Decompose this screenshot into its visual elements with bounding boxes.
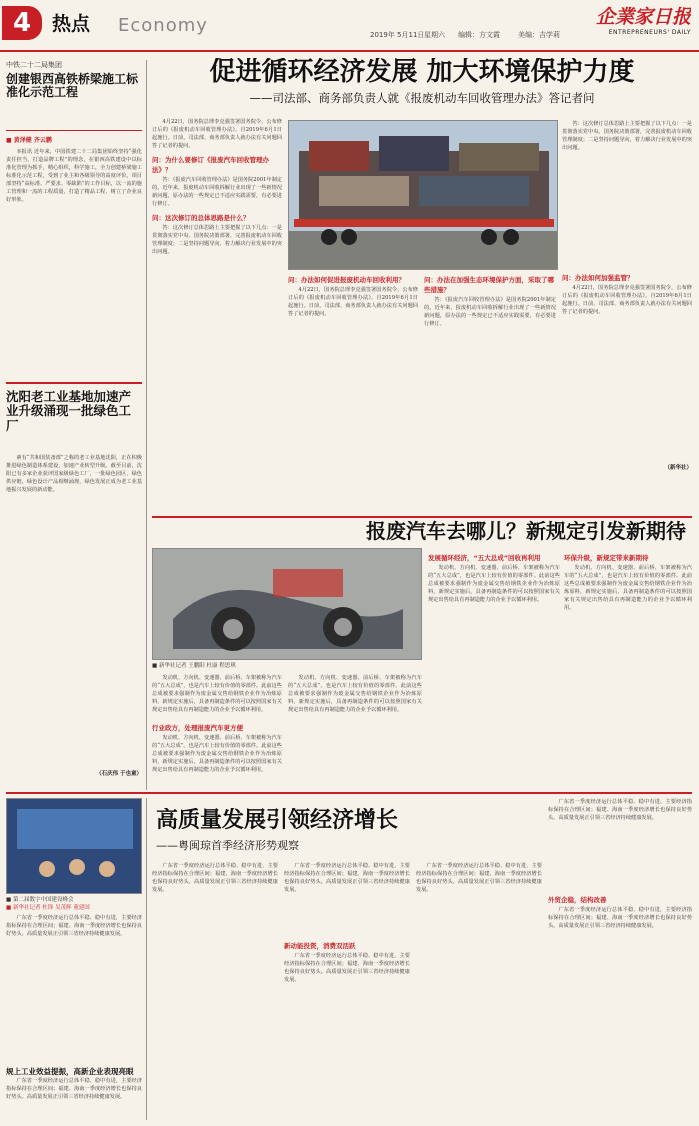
article-body: 广东省一季度经济运行总体平稳、稳中有进，主要经济指标保持在合理区间；福建、海南一季度经济增长也保持良好势头。高质量发展正引领三省经济持续健康发展。 <box>6 915 142 938</box>
article-body: 广东省一季度经济运行总体平稳、稳中有进，主要经济指标保持在合理区间；福建、海南一季度经济增长也保持良好势头。高质量发展正引领三省经济持续健康发展。 <box>548 906 692 929</box>
article-main-top <box>152 58 692 528</box>
page-number: 4 <box>2 6 42 40</box>
article-body: 广东省一季度经济运行总体平稳、稳中有进，主要经济指标保持在合理区间；福建、海南一季度经济增长也保持良好势头。高质量发展正引领三省经济持续健康发展。 <box>284 952 410 983</box>
answer: 答：这次修订总体思路上主要把握了以下几点：一是贯彻落实党中央、国务院决策部署，完善报废机动车回收管理制度；二是坚持问题导向，着力解决行业发展中的突出问题。 <box>562 121 692 152</box>
scrap-truck-illustration <box>289 121 558 270</box>
article-body: 素有“共和国装备部”之称的老工业基地沈阳，正在积极推进绿色制造体系建设，加速产业转型升级。截至目前，沈阳已有多家企业获评国家级绿色工厂，一批绿色园区、绿色供应链、绿色设计产品相继涌现，绿色发展正成为老工业基地振兴发展的新动能。 <box>6 455 142 494</box>
column <box>284 862 410 1118</box>
article-body: 发动机、方向机、变速器、前后桥、车架被称为汽车的“五大总成”，也是汽车上较有价值的零部件。此前这些总成被要求强制作为废金属交售给钢铁企业作为冶炼原料，新规定实施后，具备再制造条件的可以按照国家有关规定出售给具有再制造能力的企业予以循环利用。 <box>288 675 422 714</box>
column-divider <box>146 798 147 1120</box>
designer: 美编：吉学莉 <box>518 31 560 39</box>
answer: 4月22日，国务院总理李克强签署国务院令，公布修订后的《报废机动车回收管理办法》，自2019年6月1日起施行。日前，司法部、商务部负责人就办法有关问题回答了记者的提问。 <box>288 286 418 317</box>
column <box>548 798 692 1118</box>
issue-date: 2019年 5月11日 <box>370 31 425 39</box>
column <box>152 674 282 790</box>
article-left-1 <box>6 60 142 380</box>
article-body: 发动机、方向机、变速器、前后桥、车架被称为汽车的“五大总成”，也是汽车上较有价值的零部件。此前这些总成被要求强制作为废金属交售给钢铁企业作为冶炼原料，新规定实施后，具备再制造条件的可以按照国家有关规定出售给具有再制造能力的企业予以循环利用。 <box>152 675 282 714</box>
photo-credit: ■ 新华社记者 杜锋 吴茂辉 董建国 <box>6 905 90 911</box>
summit-illustration <box>7 799 142 894</box>
article-headline: 沈阳老工业基地加速产业升级涌现一批绿色工厂 <box>6 390 132 433</box>
article-body: 本报讯 近年来，中国铁建二十二局集团始终坚持“强化责任担当，打造品牌工程”的理念，在银西高铁建设中以标准化管理为抓手，精心组织，科学施工，全力创建桥梁施工标准化示范工程，受到了业主和各级领导的高度评价。项目部坚持“高标准、严要求、零缺陷”的工作目标，以一流的施工管理和一流的工程质量，打造了精品工程，树立了企业良好形象。 <box>6 149 142 204</box>
subhead: 外贸企稳，结构改善 <box>548 896 607 904</box>
question: 问：办法在加强生态环境保护方面，采取了哪些措施？ <box>424 276 554 294</box>
article-body: 广东省一季度经济运行总体平稳、稳中有进，主要经济指标保持在合理区间；福建、海南一季度经济增长也保持良好势头。高质量发展正引领三省经济持续健康发展。 <box>416 863 542 894</box>
column <box>152 118 282 518</box>
issue-weekday: 星期六 <box>424 31 445 39</box>
page-header <box>0 0 699 52</box>
article-body: 广东省一季度经济运行总体平稳、稳中有进，主要经济指标保持在合理区间；福建、海南一季度经济增长也保持良好势头。高质量发展正引领三省经济持续健康发展。 <box>152 863 278 894</box>
question: 问：办法如何促进报废机动车回收利用？ <box>288 276 405 284</box>
column <box>288 674 422 790</box>
scrap-cars-illustration <box>153 549 422 660</box>
subhead: 行业政方，处理报废汽车更方便 <box>152 724 243 732</box>
photo-label: ■ 第二届数字中国建设峰会 <box>6 897 74 903</box>
column <box>428 554 560 790</box>
bottom-subhead: ——粤闽琼首季经济形势观察 <box>156 840 299 852</box>
subhead: 发展循环经济，“五大总成”回收再利用 <box>428 554 541 562</box>
article-middle <box>152 520 692 790</box>
article-bottom <box>6 798 692 1120</box>
article-headline: 创建银西高铁桥梁施工标准化示范工程 <box>6 71 139 100</box>
answer: 答：这次修订总体思路上主要把握了以下几点：一是贯彻落实党中央、国务院决策部署，完善报废机动车回收管理制度；二是坚持问题导向，着力解决行业发展中的突出问题。 <box>152 224 282 255</box>
article-body: 广东省一季度经济运行总体平稳、稳中有进，主要经济指标保持在合理区间；福建、海南一季度经济增长也保持良好势头。高质量发展正引领三省经济持续健康发展。 <box>548 799 692 822</box>
summit-photo <box>6 798 142 894</box>
question: 问：办法如何加强监管？ <box>562 274 634 282</box>
masthead-logo <box>581 6 691 40</box>
section-title-en: Economy <box>118 15 208 36</box>
source-note: （新华社） <box>664 464 692 471</box>
article-body: 发动机、方向机、变速器、前后桥、车架被称为汽车的“五大总成”，也是汽车上较有价值的零部件。此前这些总成被要求强制作为废金属交售给钢铁企业作为冶炼原料，新规定实施后，具备再制造条件的可以按照国家有关规定出售给具有再制造能力的企业予以循环利用。 <box>152 734 282 773</box>
article-left-2 <box>6 390 142 780</box>
kicker: 中铁二十二局集团 <box>6 61 62 69</box>
column <box>152 862 278 1118</box>
article-body: 发动机、方向机、变速器、前后桥、车架被称为汽车的“五大总成”，也是汽车上较有价值的零部件。此前这些总成被要求强制作为废金属交售给钢铁企业作为冶炼原料，新规定实施后，具备再制造条件的可以按照国家有关规定出售给具有再制造能力的企业予以循环利用。 <box>564 564 692 612</box>
photo-credit: ■ 新华社记者 王鹏阳 杜康 程思琪 <box>152 663 236 669</box>
divider <box>6 130 142 131</box>
middle-headline: 报废汽车去哪儿？新规定引发新期待 <box>366 520 686 543</box>
column <box>562 120 692 520</box>
bottom-headline: 高质量发展引领经济增长 <box>156 808 399 833</box>
masthead-cn: 企業家日报 <box>595 6 691 28</box>
column <box>6 914 142 1120</box>
article-body: 广东省一季度经济运行总体平稳、稳中有进，主要经济指标保持在合理区间；福建、海南一季度经济增长也保持良好势头。高质量发展正引领三省经济持续健康发展。 <box>284 863 410 894</box>
byline: ■ 黄泽健 齐云鹏 <box>6 137 52 144</box>
answer: 答：《报废汽车回收管理办法》是国务院2001年制定的。近年来，报废机动车回收拆解行业出现了一些新情况新问题，原办法的一些规定已不适应实践需要，有必要进行修订。 <box>152 176 282 207</box>
column <box>424 276 556 516</box>
column <box>564 554 692 790</box>
divider <box>6 382 142 384</box>
scrap-cars-photo <box>152 548 422 660</box>
signature: （石庆伟 于也童） <box>96 770 142 777</box>
article-body: 发动机、方向机、变速器、前后桥、车架被称为汽车的“五大总成”，也是汽车上较有价值的零部件。此前这些总成被要求强制作为废金属交售给钢铁企业作为冶炼原料，新规定实施后，具备再制造条件的可以按照国家有关规定出售给具有再制造能力的企业予以循环利用。 <box>428 564 560 603</box>
question: 问：这次修订的总体思路是什么？ <box>152 214 250 222</box>
column-divider <box>146 60 147 790</box>
masthead-en: ENTREPRENEURS' DAILY <box>608 29 691 36</box>
main-subhead: ——司法部、商务部负责人就《报废机动车回收管理办法》答记者问 <box>249 90 595 105</box>
scrap-truck-photo <box>288 120 558 270</box>
divider <box>6 792 692 794</box>
subhead: 环保升级，新规定带来新期待 <box>564 554 649 562</box>
main-headline: 促进循环经济发展 加大环境保护力度 <box>209 58 635 87</box>
subhead: 规上工业效益提振，高新企业表现亮眼 <box>6 1067 134 1076</box>
answer: 4月22日，国务院总理李克强签署国务院令，公布修订后的《报废机动车回收管理办法》，自2019年6月1日起施行。日前，司法部、商务部负责人就办法有关问题回答了记者的提问。 <box>562 284 692 315</box>
section-title: 热点 <box>52 13 91 35</box>
answer: 答：《报废汽车回收管理办法》是国务院2001年制定的。近年来，报废机动车回收拆解行业出现了一些新情况新问题，原办法的一些规定已不适应实践需要，有必要进行修订。 <box>424 296 556 327</box>
divider <box>152 516 692 518</box>
question: 问：为什么要修订《报废汽车回收管理办法》？ <box>152 156 269 174</box>
article-body: 广东省一季度经济运行总体平稳、稳中有进，主要经济指标保持在合理区间；福建、海南一季度经济增长也保持良好势头。高质量发展正引领三省经济持续健康发展。 <box>6 1077 142 1100</box>
column <box>416 862 542 1118</box>
intro-text: 4月22日，国务院总理李克强签署国务院令，公布修订后的《报废机动车回收管理办法》，自2019年6月1日起施行。日前，司法部、商务部负责人就办法有关问题回答了记者的提问。 <box>152 119 282 150</box>
column <box>288 276 418 516</box>
editor: 编辑：方文霞 <box>458 31 500 39</box>
subhead: 新动能投资，消费双活跃 <box>284 942 356 950</box>
